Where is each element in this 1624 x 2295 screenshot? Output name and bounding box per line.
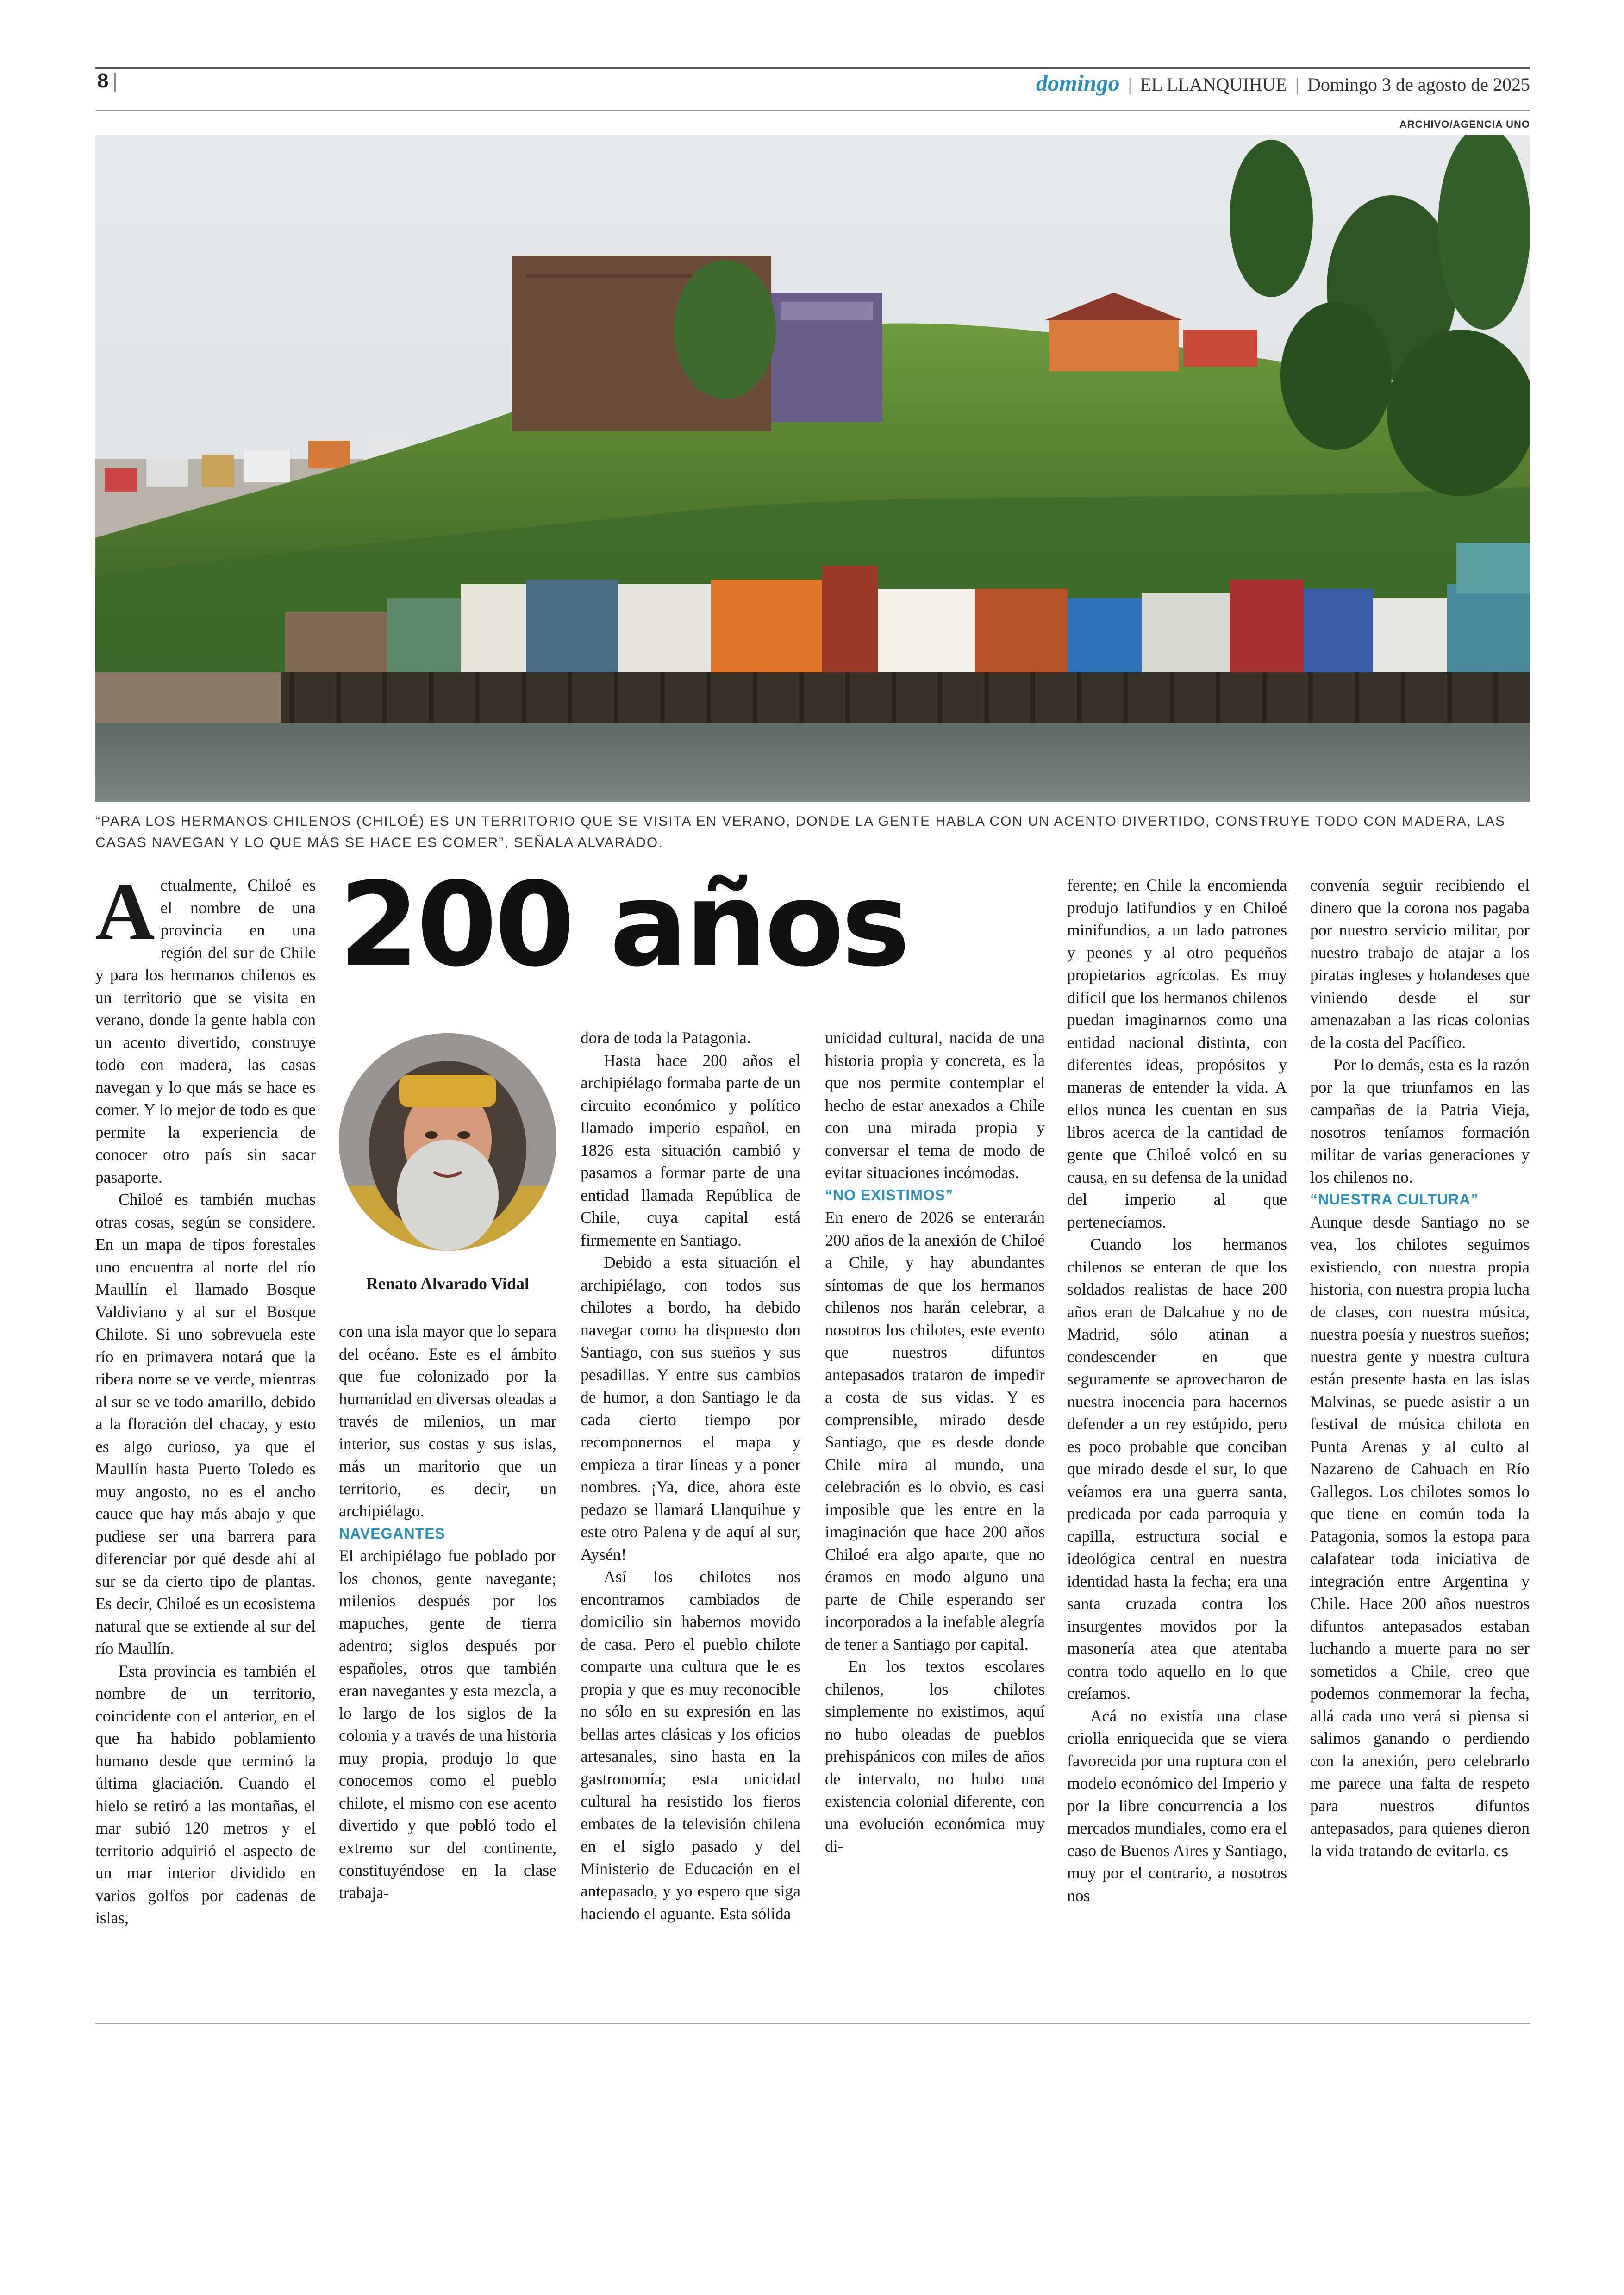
paragraph: Debido a esta situación el archipiélago, con todos sus chilotes a bordo, ha debido navegar como ha dispuesto don Santiago, con sus sueños y sus pesadillas. Y entre sus cambios de humor, a don Santiago le da cada cierto tiempo por recomponernos el mapa y empieza a tirar líneas y a poner nombres. ¡Ya, dice, ahora este pedazo se llamará Llanquihue y este otro Palena y de aquí al sur, Aysén! (581, 1253, 800, 1564)
article-column-1 (95, 866, 316, 1929)
article-column-2 (339, 1320, 556, 1904)
subhead-nuestra-cultura: “NUESTRA CULTURA” (1310, 1191, 1479, 1208)
footer-rule (95, 2023, 1530, 2024)
author-portrait (339, 1033, 556, 1251)
author-name: Renato Alvarado Vidal (366, 1274, 530, 1293)
paragraph: ferente; en Chile la encomienda produjo latifundios y en Chiloé minifundios, a un lado patrones y peones y al otro pequeños propietarios agrícolas. Es muy difícil que los hermanos chilenos puedan imaginarnos como una entidad nacional distinta, con diferentes ideas, propósitos y maneras de entender la vida. A ellos nunca les cuentan en sus libros acerca de la cantidad de gente que Chiloé volcó en su causa, en su defensa de la unidad del imperio al que pertenecíamos. (1067, 876, 1287, 1231)
paragraph: En enero de 2026 se enterarán 200 años de la anexión de Chiloé a Chile, y hay abundantes síntomas de que los hermanos chilenos nos harán celebrar, a nosotros los chilotes, este evento que nuestros difuntos antepasados trataron de impedir a costa de sus vidas. Y es comprensible, mirado desde Santiago, que es desde donde Chile mira al mundo, una celebración es lo obvio, es casi imposible que les entre en la imaginación que hace 200 años Chiloé era algo aparte, que no éramos en modo alguno una parte de Chile esperando ser incorporados a la inefable alegría de tener a Santiago por capital. (825, 1208, 1045, 1653)
header-rule (95, 67, 1530, 69)
subhead-navegantes: NAVEGANTES (339, 1525, 445, 1542)
photo-credit: ARCHIVO/AGENCIA UNO (1399, 118, 1530, 130)
paragraph: Cuando los hermanos chilenos se enteran de que los soldados realistas de hace 200 años eran de Dalcahue y no de Madrid, sólo atinan a condescender en que seguramente se aprovecharon de nuestra inocencia para hacernos defender a un rey estúpido, pero es poco probable que conciban que mirado desde el sur, lo que veíamos era una guerra santa, predicada por cada parroquia y capilla, estructura social e ideológica central en nuestra identidad hasta la fecha; era una santa cruzada contra los insurgentes movidos por la masonería atea que atentaba contra todo aquello en lo que creíamos. (1067, 1235, 1287, 1703)
end-mark: cs (1493, 1843, 1509, 1860)
page-number: 8 | (97, 69, 118, 92)
section-brand: domingo (1036, 70, 1120, 96)
photo-caption: “PARA LOS HERMANOS CHILENOS (CHILOÉ) ES UN TERRITORIO QUE SE VISITA EN VERANO, DONDE LA GENTE HABLA CON UN ACENTO DIVERTIDO, CONSTRUYE TODO CON MADERA, LAS CASAS NAVEGAN Y LO QUE MÁS SE HACE ES COMER”, SEÑALA ALVARADO. (95, 814, 1506, 850)
header-rule-secondary (95, 110, 1530, 111)
article-column-3 (581, 1027, 800, 1925)
paragraph: convenía seguir recibiendo el dinero que la corona nos pagaba por nuestro servicio militar, por nuestro trabajo de atajar a los piratas ingleses y holandeses que viniendo desde el sur amenazaban a las ricas colonias de la costa del Pacífico. (1310, 876, 1530, 1052)
paragraph: dora de toda la Patagonia. (581, 1029, 751, 1047)
paragraph: unicidad cultural, nacida de una historia propia y concreta, es la que nos permite contemplar el hecho de estar anexados a Chile con una mirada propia y conversar el tema de modo de evitar situaciones incómodas. (825, 1029, 1045, 1182)
paragraph: El archipiélago fue poblado por los chonos, gente navegante; milenios después por los mapuches, gente de tierra adentro; siglos después por españoles, otros que también eran navegantes y esta mezcla, a lo largo de los siglos de la colonia y a través de una historia muy propia, produjo lo que conocemos como el pueblo chilote, el mismo con ese acento divertido y que pobló todo el extremo sur del continente, constituyéndose en la clase trabaja- (339, 1547, 556, 1902)
newspaper-name: EL LLANQUIHUE (1140, 74, 1287, 95)
paragraph: Acá no existía una clase criolla enriquecida que se viera favorecida por una ruptura con el modelo económico del Imperio y por la libre concurrencia a los mercados mundiales, como era el caso de Buenos Aires y Santiago, muy por el contrario, a nosotros nos (1067, 1706, 1287, 1905)
headline: 200 años (339, 857, 908, 992)
paragraph: En los textos escolares chilenos, los chilotes simplemente no existimos, aquí no hubo oleadas de pueblos prehispánicos con miles de años de intervalo, no hubo una existencia colonial diferente, con una evolución económica muy di- (825, 1657, 1045, 1855)
paragraph: Esta provincia es también el nombre de un territorio, coincidente con el anterior, en el que ha habido poblamiento humano desde que terminó la última glaciación. Cuando el hielo se retiró a las montañas, el mar subió 120 metros y el territorio adquirió el aspecto de un mar interior dividido en varios golfos por cadenas de islas, (95, 1661, 316, 1927)
drop-cap: A (95, 866, 155, 957)
paragraph: Actualmente, Chiloé es el nombre de una provincia en una región del sur de Chile y para los hermanos chilenos es un territorio que se visita en verano, donde la gente habla con un acento divertido, construye todo con madera, las casas navegan y lo que más se hace es comer. Y lo mejor de todo es que permite la experiencia de conocer otro país sin sacar pasaporte. (95, 866, 316, 1186)
article-column-5 (1067, 874, 1287, 1907)
article-column-6 (1310, 874, 1530, 1863)
masthead: domingo | EL LLANQUIHUE | Domingo 3 de agosto de 2025 (1036, 70, 1530, 96)
paragraph: con una isla mayor que lo separa del océano. Este es el ámbito que fue colonizado por la humanidad en diversas oleadas a través de milenios, un mar interior, sus costas y sus islas, más un maritorio que un territorio, es decir, un archipiélago. (339, 1322, 556, 1520)
paragraph: Aunque desde Santiago no se vea, los chilotes seguimos existiendo, con nuestra propia historia, con nuestra propia lucha de clases, con nuestra música, nuestra poesía y nuestros sueños; nuestra gente y nuestra cultura están presente hasta en las islas Malvinas, se puede asistir a un festival de música chilota en Punta Arenas y al culto al Nazareno de Cahuach en Río Gallegos. Los chilotes somos lo que tiene en común toda la Patagonia, somos la estopa para calafatear toda iniciativa de integración entre Argentina y Chile. Hace 200 años nuestros difuntos antepasados estaban luchando a muerte para no ser sometidos a Chile, creo que podemos conmemorar la fecha, allá cada uno verá si piensa si salimos ganando o perdiendo con la anexión, pero celebrarlo me parece una falta de respeto para nuestros difuntos antepasados, para quienes dieron la vida tratando de evitarla. cs (1310, 1212, 1530, 1860)
paragraph: Por lo demás, esta es la razón por la que triunfamos en las campañas de la Patria Vieja, nosotros teníamos formación militar de varias generaciones y los chilenos no. (1310, 1055, 1530, 1186)
article-column-4 (825, 1027, 1045, 1858)
paragraph: Hasta hace 200 años el archipiélago formaba parte de un circuito económico y político llamado imperio español, en 1826 esta situación cambió y pasamos a formar parte de una entidad llamada República de Chile, cuya capital está firmemente en Santiago. (581, 1051, 800, 1249)
paragraph: Así los chilotes nos encontramos cambiados de domicilio sin habernos movido de casa. Pero el pueblo chilote comparte una cultura que le es propia y que es muy reconocible no sólo en su expresión en las bellas artes clásicas y los oficios artesanales, sino hasta en la gastronomía; esta unicidad cultural ha resistido los fieros embates de la televisión chilena en el siglo pasado y del Ministerio de Educación en el antepasado, y yo espero que siga haciendo el aguante. Esta sólida (581, 1567, 800, 1923)
issue-date: Domingo 3 de agosto de 2025 (1307, 74, 1530, 95)
palafitos-castro-photo (95, 135, 1530, 802)
subhead-no-existimos: “NO EXISTIMOS” (825, 1186, 954, 1204)
paragraph: Chiloé es también muchas otras cosas, según se considere. En un mapa de tipos forestales uno encuentra al norte del río Maullín el llamado Bosque Valdiviano y al sur el Bosque Chilote. Si uno sobrevuela este río en primavera notará que la ribera norte se ve verde, mientras al sur se ve todo amarillo, debido a la floración del chacay, y esto es algo curioso, ya que el Maullín hasta Puerto Toledo es muy angosto, no es el ancho cauce que hay más abajo y que pudiese ser una barrera para diferenciar por qué desde ahí al sur se da cierto tipo de plantas. Es decir, Chiloé es un ecosistema natural que se extiende al sur del río Maullín. (95, 1190, 316, 1658)
